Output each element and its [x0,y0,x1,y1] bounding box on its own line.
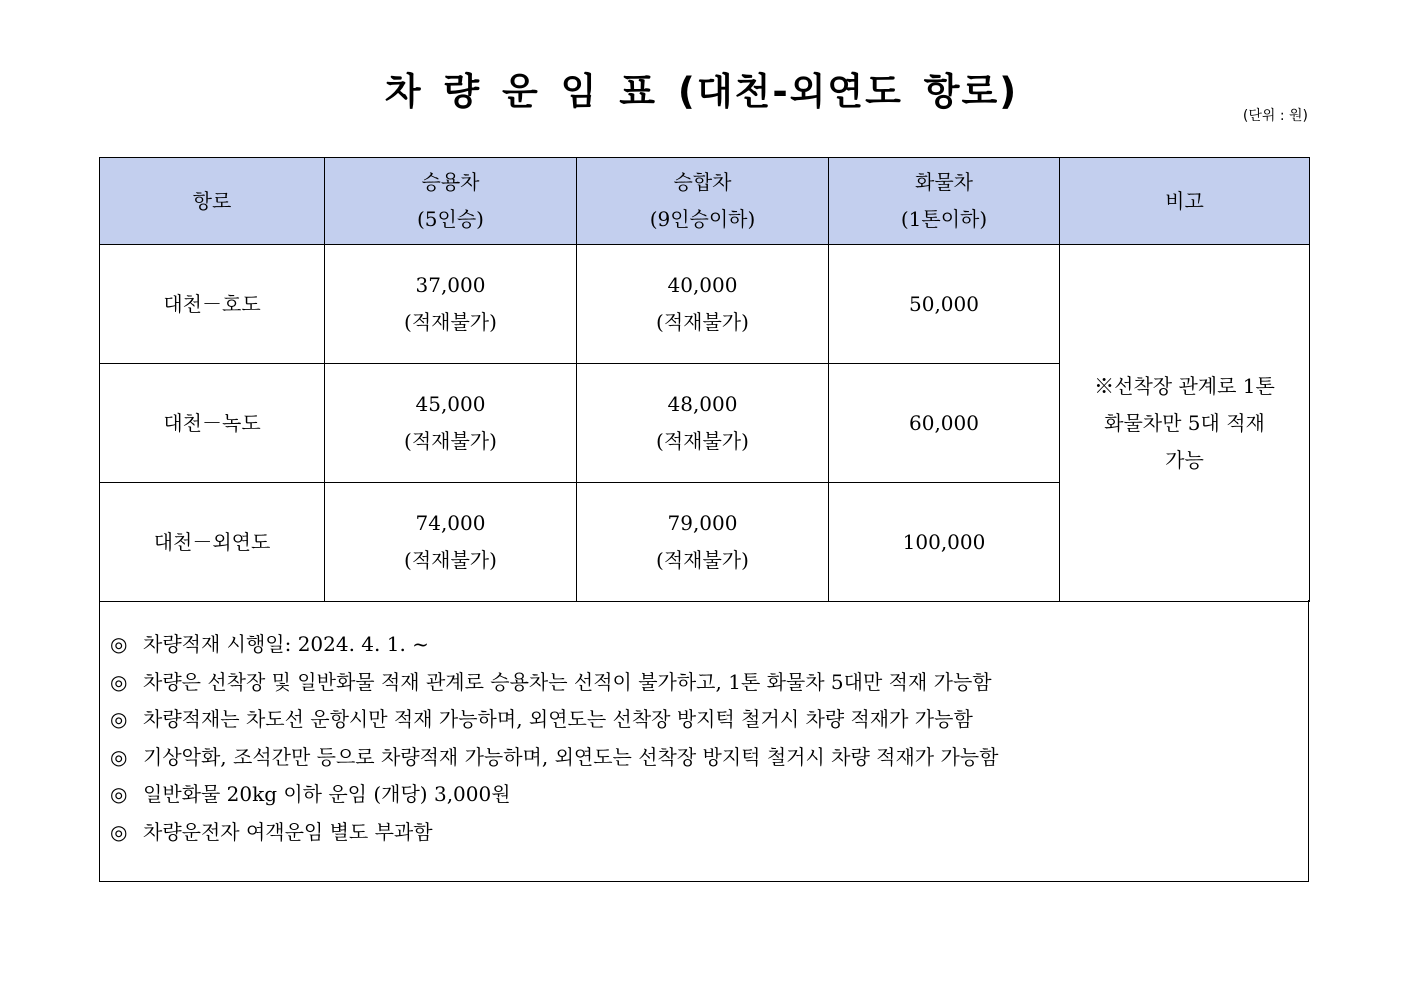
header-truck: 화물차 (1톤이하) [829,158,1060,245]
bullet-icon: ◎ [110,707,128,731]
header-row [100,158,1310,245]
truck-fare-cell: 100,000 [829,483,1060,602]
bullet-icon: ◎ [110,819,128,844]
van-fare-cell: 48,000 (적재불가) [577,364,829,483]
route-cell: 대천－녹도 [100,364,325,483]
route-cell: 대천－호도 [100,245,325,364]
page-title: 차 량 운 임 표 (대천-외연도 항로) [384,70,1019,113]
table-row [100,245,1310,364]
header-van: 승합차 (9인승이하) [577,158,829,245]
note-item: ◎ 차량은 선착장 및 일반화물 적재 관계로 승용차는 선적이 불가하고, 1톤 화물차 5대만 적재 가능함 [110,664,1308,702]
fare-table [99,157,1310,602]
notes-list [100,600,1308,851]
car-fare-cell: 37,000 (적재불가) [325,245,577,364]
note-item: ◎ 일반화물 20kg 이하 운임 (개당) 3,000원 [110,776,1308,814]
car-fare-cell: 45,000 (적재불가) [325,364,577,483]
header-note: 비고 [1060,158,1310,245]
remark-cell: ※선착장 관계로 1톤 화물차만 5대 적재 가능 [1060,245,1310,602]
note-item: ◎ 차량운전자 여객운임 별도 부과함 [110,814,1308,852]
route-cell: 대천－외연도 [100,483,325,602]
note-item: ◎ 차량적재 시행일: 2024. 4. 1. ~ [110,626,1308,664]
truck-fare-cell: 60,000 [829,364,1060,483]
bullet-icon: ◎ [110,669,128,694]
bullet-icon: ◎ [110,782,128,806]
van-fare-cell: 40,000 (적재불가) [577,245,829,364]
bullet-icon: ◎ [110,632,128,656]
bullet-icon: ◎ [110,744,128,769]
note-item: ◎ 기상악화, 조석간만 등으로 차량적재 가능하며, 외연도는 선착장 방지턱 철거시 차량 적재가 가능함 [110,739,1308,777]
van-fare-cell: 79,000 (적재불가) [577,483,829,602]
header-car: 승용차 (5인승) [325,158,577,245]
unit-label: (단위 : 원) [1242,108,1308,124]
header-route: 항로 [100,158,325,245]
note-item: ◎ 차량적재는 차도선 운항시만 적재 가능하며, 외연도는 선착장 방지턱 철거시 차량 적재가 가능함 [110,701,1308,739]
truck-fare-cell: 50,000 [829,245,1060,364]
notes-box [99,600,1309,882]
car-fare-cell: 74,000 (적재불가) [325,483,577,602]
